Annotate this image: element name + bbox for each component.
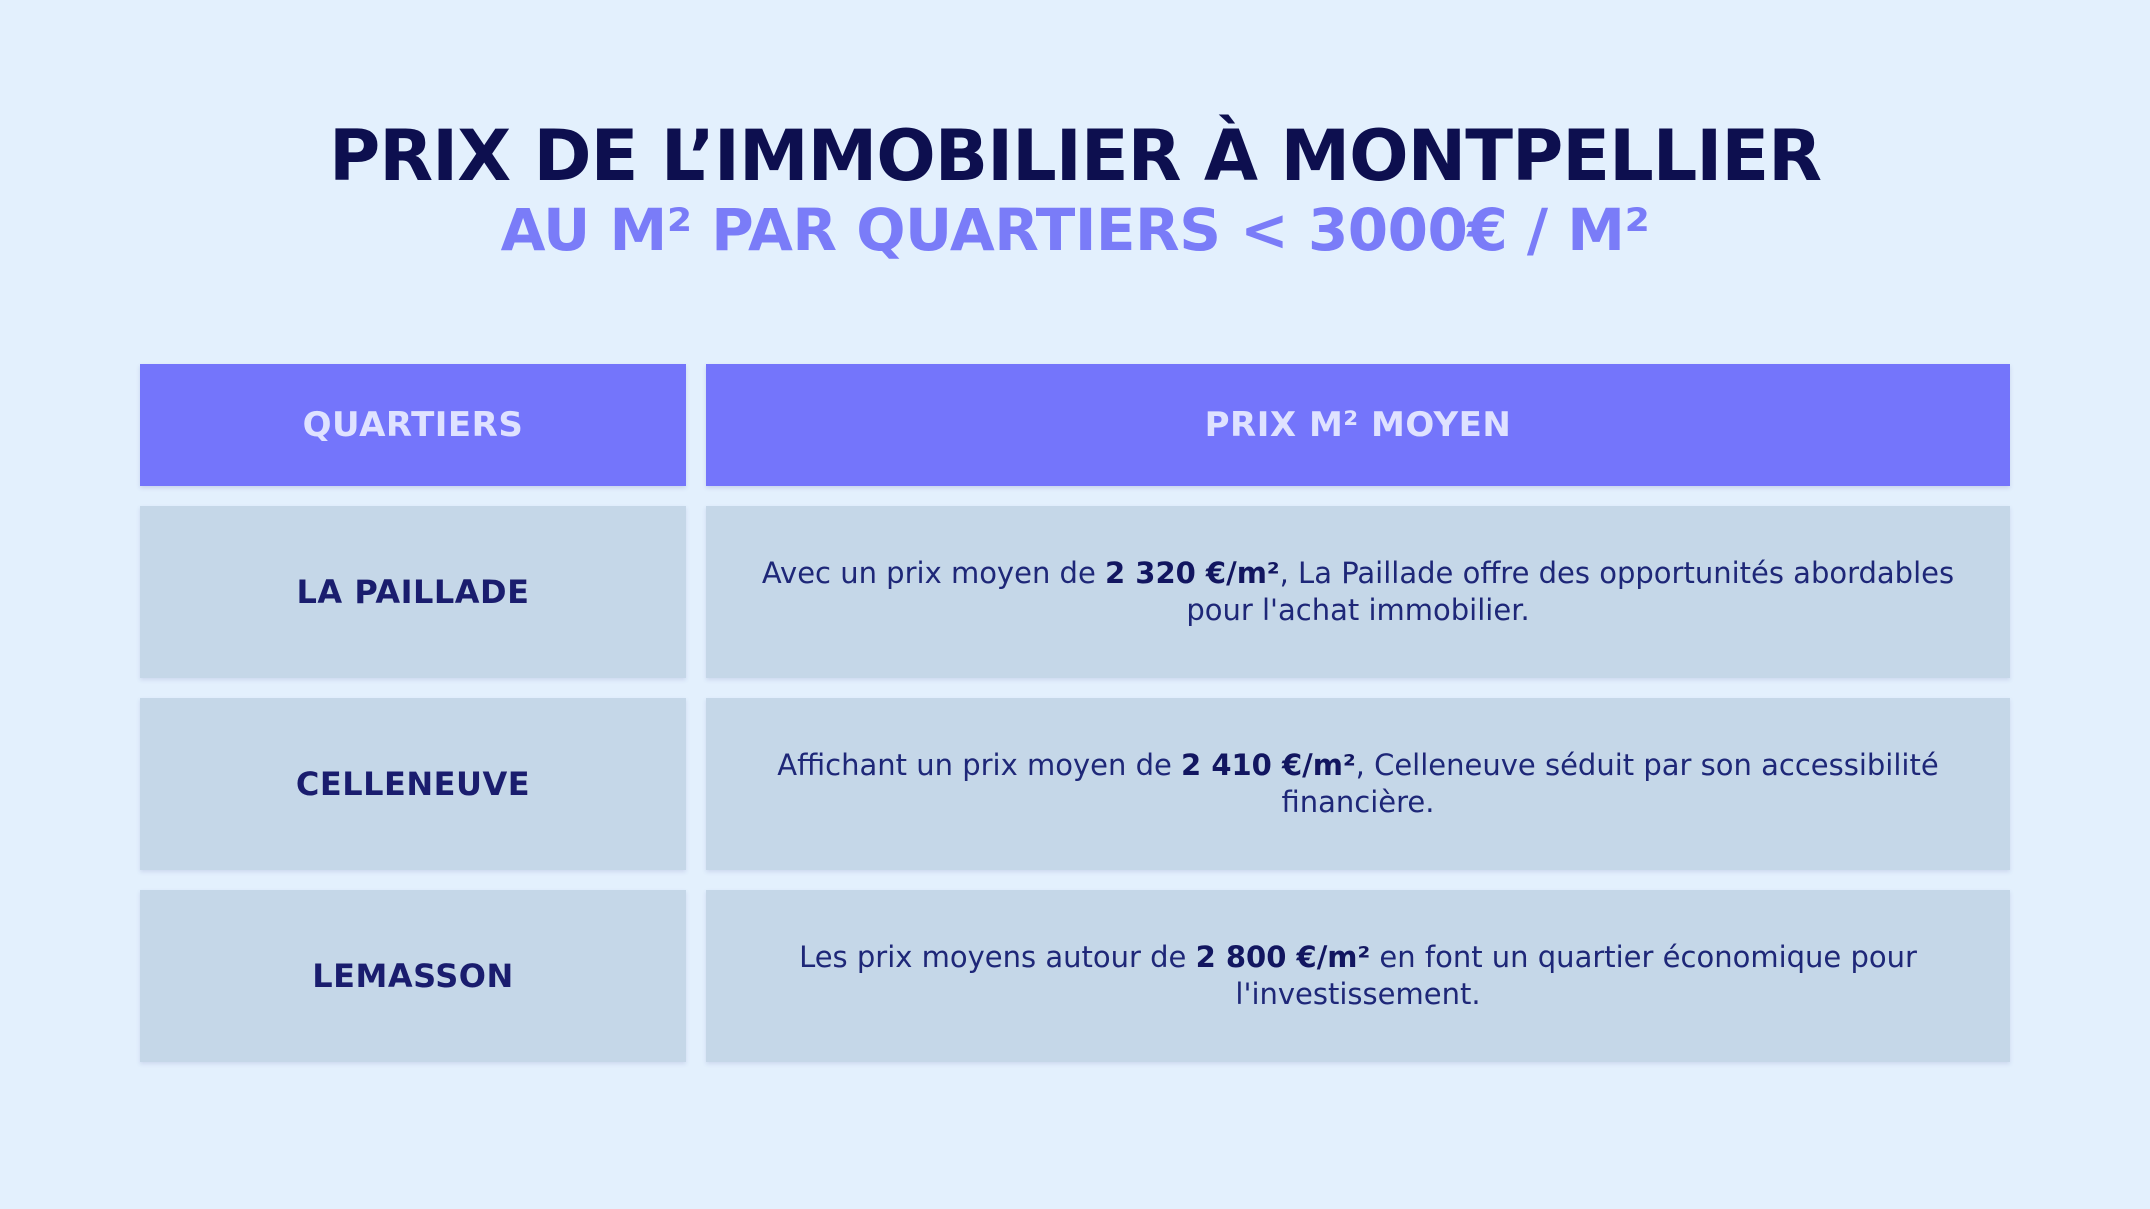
quartier-name: LEMASSON: [312, 957, 514, 995]
description-text: Avec un prix moyen de 2 320 €/m², La Paillade offre des opportunités abordables pour l'achat immobilier.: [761, 556, 1955, 627]
quartier-name: LA PAILLADE: [296, 573, 530, 611]
description-cell: [706, 890, 2010, 1062]
price-value: 2 410 €/m²: [1181, 748, 1356, 782]
price-table: [140, 364, 2010, 1082]
price-value: 2 800 €/m²: [1195, 940, 1371, 974]
header-label-prix: PRIX M² MOYEN: [1204, 405, 1512, 445]
description-cell: [706, 506, 2010, 678]
quartier-cell: [140, 506, 686, 678]
header-label-quartiers: QUARTIERS: [302, 405, 524, 445]
header-cell-quartiers: [140, 364, 686, 486]
description-text: Affichant un prix moyen de 2 410 €/m², Celleneuve séduit par son accessibilité financière.: [777, 748, 1939, 819]
table-row: [140, 890, 2010, 1062]
page-title: PRIX DE L’IMMOBILIER À MONTPELLIER: [328, 115, 1822, 197]
table-row: [140, 698, 2010, 870]
table-header-row: [140, 364, 2010, 486]
page-subtitle: AU M² PAR QUARTIERS < 3000€ / M²: [500, 196, 1650, 264]
header-cell-prix: [706, 364, 2010, 486]
quartier-name: CELLENEUVE: [295, 765, 531, 803]
quartier-cell: [140, 698, 686, 870]
description-text: Les prix moyens autour de 2 800 €/m² en font un quartier économique pour l'investissement.: [799, 940, 1917, 1011]
table-row: [140, 506, 2010, 678]
price-value: 2 320 €/m²: [1105, 556, 1280, 590]
description-cell: [706, 698, 2010, 870]
quartier-cell: [140, 890, 686, 1062]
